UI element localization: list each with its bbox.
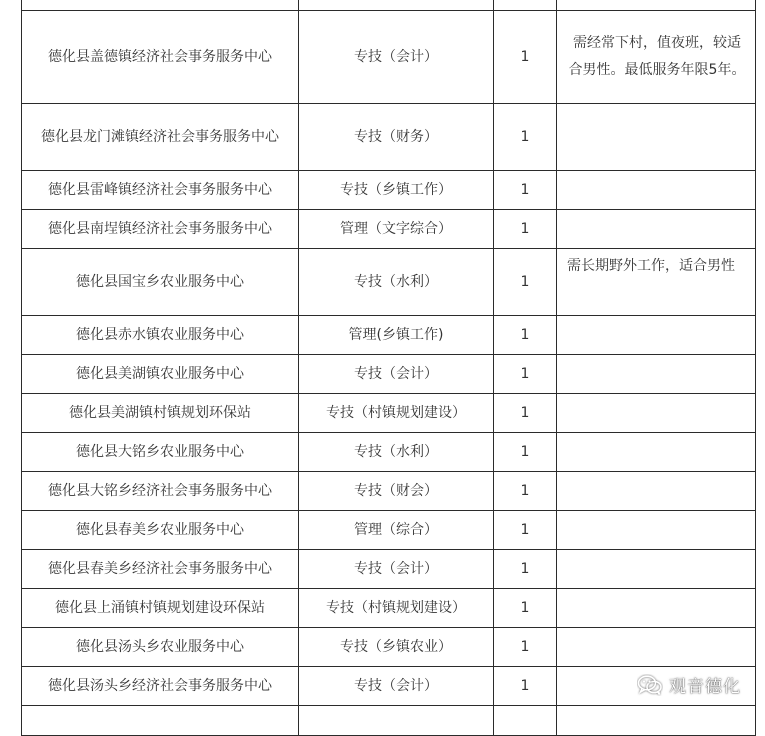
note-cell	[557, 472, 756, 511]
watermark-text: 观音德化	[669, 677, 741, 697]
position-cell: 专技（村镇规划建设）	[299, 394, 494, 433]
note-cell	[557, 511, 756, 550]
table-row	[22, 433, 756, 472]
count-cell: 1	[494, 249, 557, 316]
position-cell: 专技（乡镇农业）	[299, 628, 494, 667]
unit-cell: 德化县龙门滩镇经济社会事务服务中心	[22, 104, 299, 171]
unit-cell: 德化县大铭乡经济社会事务服务中心	[22, 472, 299, 511]
unit-cell: 德化县美湖镇农业服务中心	[22, 355, 299, 394]
position-cell	[299, 706, 494, 736]
position-cell: 专技（会计）	[299, 11, 494, 104]
note-cell: 需经常下村，值夜班，较适合男性。最低服务年限5年。	[557, 11, 756, 104]
position-cell	[299, 0, 494, 11]
count-cell: 1	[494, 511, 557, 550]
position-cell: 专技（水利）	[299, 249, 494, 316]
unit-cell: 德化县盖德镇经济社会事务服务中心	[22, 11, 299, 104]
note-cell	[557, 355, 756, 394]
table-row	[22, 511, 756, 550]
unit-cell: 德化县汤头乡农业服务中心	[22, 628, 299, 667]
count-cell: 1	[494, 104, 557, 171]
unit-cell: 德化县雷峰镇经济社会事务服务中心	[22, 171, 299, 210]
position-cell: 专技（会计）	[299, 550, 494, 589]
count-cell	[494, 706, 557, 736]
unit-cell: 德化县上涌镇村镇规划建设环保站	[22, 589, 299, 628]
position-cell: 专技（财务）	[299, 104, 494, 171]
table-row	[22, 249, 756, 316]
table-row	[22, 210, 756, 249]
unit-cell: 德化县赤水镇农业服务中心	[22, 316, 299, 355]
watermark	[637, 672, 741, 697]
note-cell	[557, 433, 756, 472]
table-row	[22, 550, 756, 589]
note-cell	[557, 706, 756, 736]
position-cell: 专技（乡镇工作）	[299, 171, 494, 210]
unit-cell: 德化县大铭乡农业服务中心	[22, 433, 299, 472]
unit-cell: 德化县国宝乡农业服务中心	[22, 249, 299, 316]
position-cell: 管理(乡镇工作)	[299, 316, 494, 355]
count-cell: 1	[494, 394, 557, 433]
table-row	[22, 706, 756, 736]
count-cell: 1	[494, 628, 557, 667]
table-row	[22, 171, 756, 210]
note-cell	[557, 316, 756, 355]
count-cell: 1	[494, 433, 557, 472]
note-cell	[557, 589, 756, 628]
note-cell	[557, 210, 756, 249]
note-cell	[557, 104, 756, 171]
position-cell: 专技（水利）	[299, 433, 494, 472]
unit-cell: 德化县汤头乡经济社会事务服务中心	[22, 667, 299, 706]
unit-cell: 德化县美湖镇村镇规划环保站	[22, 394, 299, 433]
table-row	[22, 104, 756, 171]
unit-cell: 德化县春美乡经济社会事务服务中心	[22, 550, 299, 589]
count-cell: 1	[494, 210, 557, 249]
note-cell	[557, 628, 756, 667]
unit-cell: 德化县春美乡农业服务中心	[22, 511, 299, 550]
table-row	[22, 472, 756, 511]
table-row	[22, 11, 756, 104]
count-cell: 1	[494, 11, 557, 104]
table-row	[22, 394, 756, 433]
note-cell: 需长期野外工作，适合男性	[557, 249, 756, 316]
unit-cell	[22, 706, 299, 736]
position-cell: 专技（会计）	[299, 667, 494, 706]
table-row	[22, 589, 756, 628]
table-row	[22, 355, 756, 394]
position-cell: 专技（村镇规划建设）	[299, 589, 494, 628]
count-cell: 1	[494, 171, 557, 210]
table-row	[22, 316, 756, 355]
unit-cell	[22, 0, 299, 11]
table-row	[22, 0, 756, 11]
note-cell	[557, 171, 756, 210]
count-cell: 1	[494, 355, 557, 394]
count-cell: 1	[494, 589, 557, 628]
note-cell	[557, 394, 756, 433]
wechat-icon	[637, 674, 663, 696]
count-cell: 1	[494, 667, 557, 706]
note-cell	[557, 0, 756, 11]
position-cell: 专技（会计）	[299, 355, 494, 394]
position-cell: 专技（财会）	[299, 472, 494, 511]
unit-cell: 德化县南埕镇经济社会事务服务中心	[22, 210, 299, 249]
note-cell	[557, 550, 756, 589]
count-cell: 1	[494, 472, 557, 511]
count-cell	[494, 0, 557, 11]
count-cell: 1	[494, 550, 557, 589]
table-row	[22, 628, 756, 667]
recruitment-table	[21, 0, 756, 736]
position-cell: 管理（文字综合）	[299, 210, 494, 249]
position-cell: 管理（综合）	[299, 511, 494, 550]
count-cell: 1	[494, 316, 557, 355]
